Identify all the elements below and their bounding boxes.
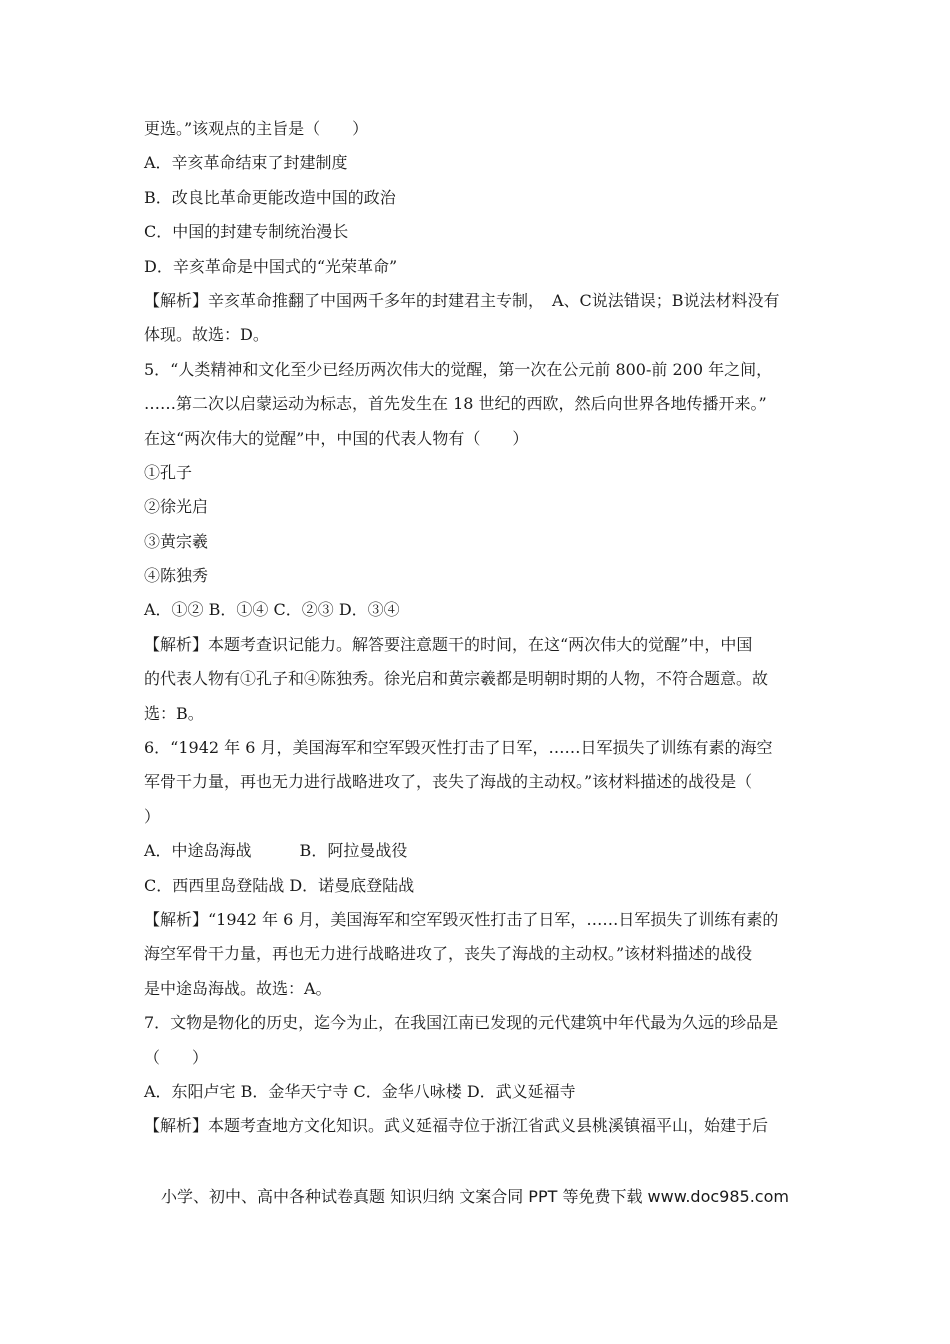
option-line: A．东阳卢宅 B．金华天宁寺 C．金华八咏楼 D．武义延福寺 [144, 1081, 576, 1101]
analysis-line: 【解析】本题考查识记能力。解答要注意题干的时间，在这“两次伟大的觉醒”中，中国 [144, 634, 753, 654]
question-line: 军骨干力量，再也无力进行战略进攻了，丧失了海战的主动权。”该材料描述的战役是（ [144, 772, 753, 792]
option-line: C．西西里岛登陆战 D．诺曼底登陆战 [144, 875, 415, 895]
analysis-line: 的代表人物有①孔子和④陈独秀。徐光启和黄宗羲都是明朝时期的人物，不符合题意。故 [144, 669, 769, 689]
item-line: ①孔子 [144, 462, 193, 482]
question-line: ……第二次以启蒙运动为标志，首先发生在 18 世纪的西欧，然后向世界各地传播开来。” [144, 394, 767, 414]
item-line: ④陈独秀 [144, 566, 209, 586]
question-line: ） [144, 806, 161, 826]
document-body [144, 112, 806, 1144]
analysis-line: 【解析】辛亥革命推翻了中国两千多年的封建君主专制， A、C说法错误；B说法材料没有 [144, 290, 780, 310]
analysis-line: 海空军骨干力量，再也无力进行战略进攻了，丧失了海战的主动权。”该材料描述的战役 [144, 944, 753, 964]
item-line: ③黄宗羲 [144, 531, 209, 551]
question-line: 在这“两次伟大的觉醒”中，中国的代表人物有（ ） [144, 428, 529, 448]
analysis-line: 【解析】本题考查地方文化知识。武义延福寺位于浙江省武义县桃溪镇福平山，始建于后 [144, 1116, 769, 1136]
analysis-line: 体现。故选：D。 [144, 325, 269, 345]
text-line: 更选。”该观点的主旨是（ ） [144, 119, 369, 138]
question-line: 7．文物是物化的历史，迄今为止，在我国江南已发现的元代建筑中年代最为久远的珍品是 [144, 1013, 779, 1033]
option-line: A．①② B．①④ C．②③ D．③④ [144, 600, 400, 620]
analysis-line: 是中途岛海战。故选：A。 [144, 978, 332, 998]
question-line: （ ） [144, 1047, 209, 1067]
item-line: ②徐光启 [144, 497, 209, 517]
option-line: B．改良比革命更能改造中国的政治 [144, 187, 396, 207]
page-footer: 小学、初中、高中各种试卷真题 知识归纳 文案合同 PPT 等免费下载 www.doc985.com [161, 1187, 789, 1206]
option-line: D．辛亥革命是中国式的“光荣革命” [144, 256, 398, 276]
question-line: 6．“1942 年 6 月，美国海军和空军毁灭性打击了日军，……日军损失了训练有素的海空 [144, 738, 773, 758]
option-line: A．中途岛海战 B．阿拉曼战役 [144, 841, 408, 861]
analysis-line: 【解析】“1942 年 6 月，美国海军和空军毁灭性打击了日军，……日军损失了训练有素的 [144, 909, 779, 929]
question-line: 5．“人类精神和文化至少已经历两次伟大的觉醒，第一次在公元前 800-前 200 年之间， [144, 359, 773, 379]
analysis-line: 选：B。 [144, 703, 204, 723]
option-line: C．中国的封建专制统治漫长 [144, 222, 349, 242]
option-line: A．辛亥革命结束了封建制度 [144, 153, 348, 173]
